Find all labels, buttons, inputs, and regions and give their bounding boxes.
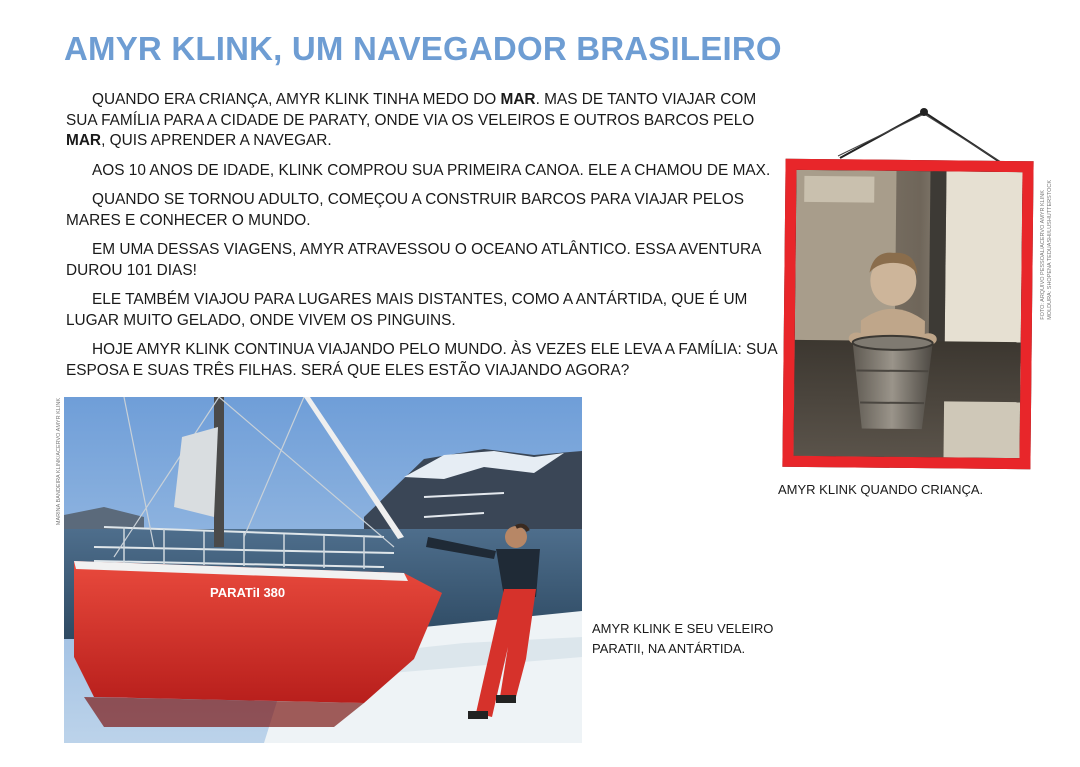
child-photo-credit: FOTO: ARQUIVO PESSOAL/ACERVO AMYR KLINK MOLDURA: SHOPENA TEDUASHI/LUSHUTTERSTOCK — [1040, 180, 1053, 320]
paragraph-6 — [66, 340, 786, 381]
bold-word: MAR — [66, 132, 102, 149]
boat-photo — [64, 397, 582, 743]
page-title: AMYR KLINK, UM NAVEGADOR BRASILEIRO — [64, 30, 782, 67]
boat-photo-caption: AMYR KLINK E SEU VELEIRO PARATII, NA ANTÁRTIDA. — [592, 621, 774, 656]
paragraph-4 — [66, 240, 786, 281]
paragraph-3 — [66, 190, 786, 231]
text-run: . MAS DE TANTO VIAJAR COM SUA FAMÍLIA PARA A CIDADE DE PARATY, ONDE VIA OS VELEIROS E OUTROS BARCOS PELO — [66, 91, 757, 129]
text-run: EM UMA DESSAS VIAGENS, AMYR ATRAVESSOU O OCEANO ATLÂNTICO. ESSA AVENTURA DUROU 101 DIAS! — [66, 241, 761, 279]
hull-text: PARATiI 380 — [210, 585, 286, 600]
text-run: QUANDO SE TORNOU ADULTO, COMEÇOU A CONSTRUIR BARCOS PARA VIAJAR PELOS MARES E CONHECER O MUNDO. — [66, 191, 744, 229]
text-run: QUANDO ERA CRIANÇA, AMYR KLINK TINHA MEDO DO — [92, 91, 501, 108]
paragraph-1 — [66, 90, 786, 152]
text-run: HOJE AMYR KLINK CONTINUA VIAJANDO PELO MUNDO. ÀS VEZES ELE LEVA A FAMÍLIA: SUA ESPOSA E SUAS TRÊS FILHAS. SERÁ QUE ELES ESTÃO VIAJANDO AGORA? — [66, 341, 777, 379]
bold-word: MAR — [500, 91, 536, 108]
boat-photo-credit: MARINA BANDEIRA KLINK/ACERVO AMYR KLINK — [56, 398, 62, 526]
paragraph-5 — [66, 290, 786, 331]
red-frame — [782, 159, 1033, 470]
text-run: , QUIS APRENDER A NAVEGAR. — [101, 132, 332, 149]
child-photo-caption: AMYR KLINK QUANDO CRIANÇA. — [778, 482, 984, 497]
child-photo-frame — [780, 104, 1046, 472]
sailboat-antarctica-photo — [64, 397, 582, 743]
paragraph-2 — [66, 161, 786, 182]
article-body — [66, 90, 786, 390]
text-run: ELE TAMBÉM VIAJOU PARA LUGARES MAIS DISTANTES, COMO A ANTÁRTIDA, QUE É UM LUGAR MUITO GELADO, ONDE VIVEM OS PINGUINS. — [66, 291, 748, 329]
text-run: AOS 10 ANOS DE IDADE, KLINK COMPROU SUA PRIMEIRA CANOA. ELE A CHAMOU DE MAX. — [92, 161, 771, 179]
child-in-bucket-photo — [794, 170, 1023, 458]
